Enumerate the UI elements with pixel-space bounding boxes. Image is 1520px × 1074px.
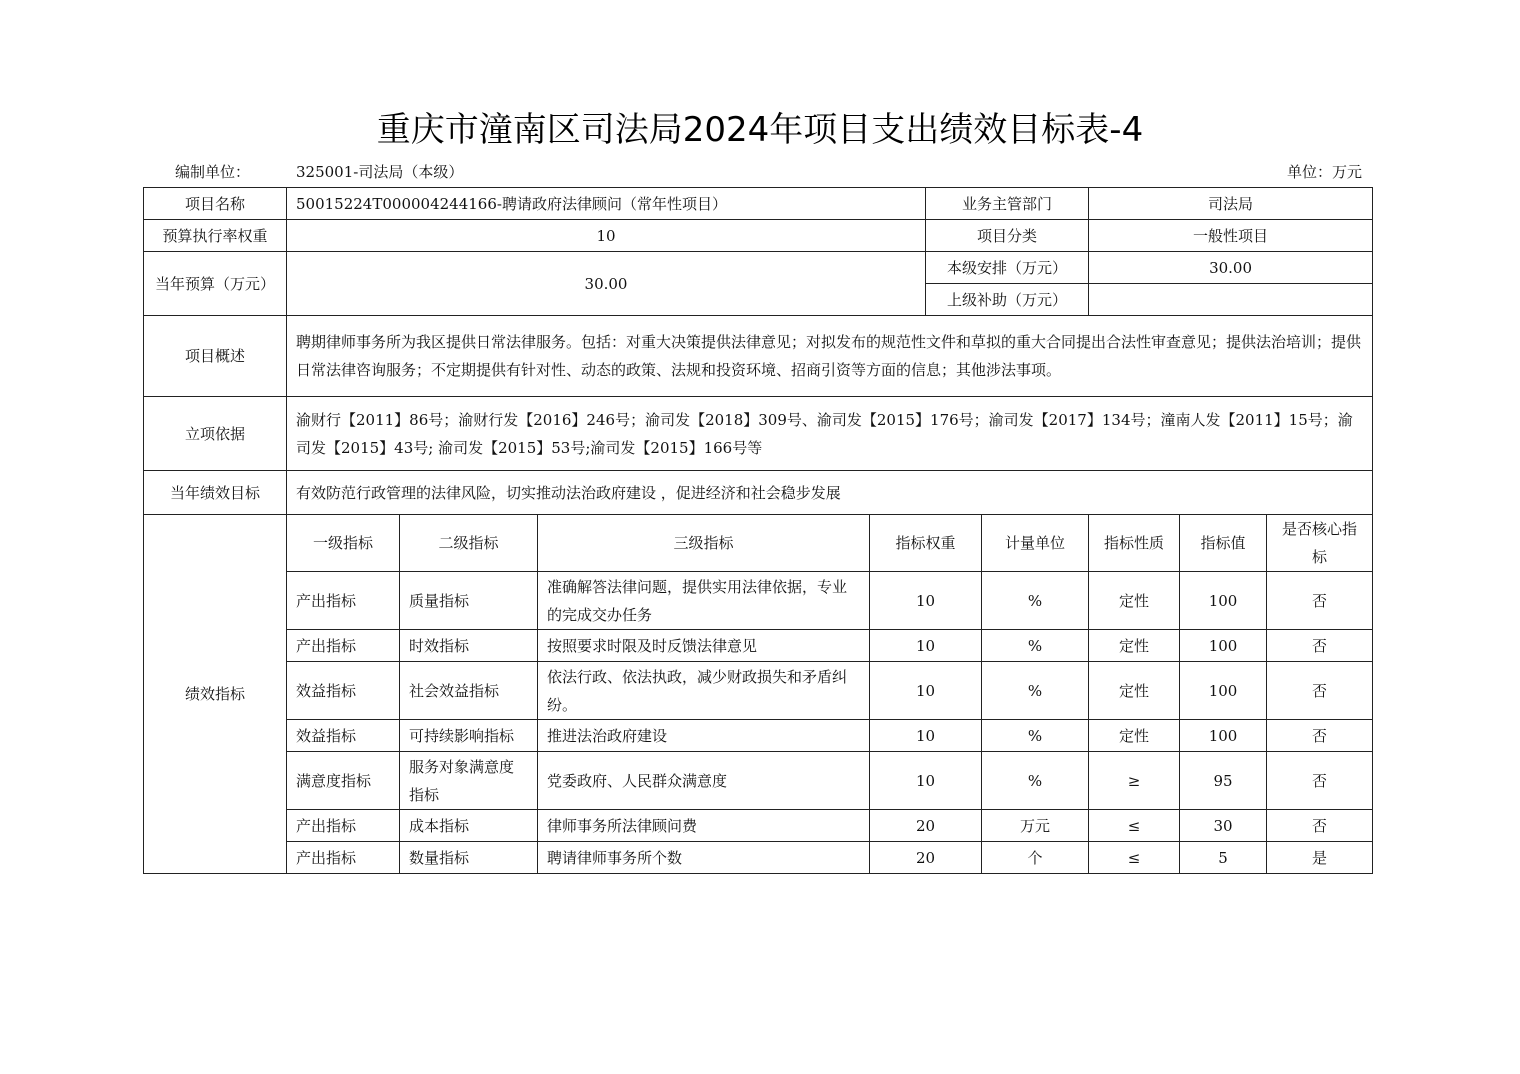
dept-label: 业务主管部门 bbox=[926, 188, 1089, 220]
summary-label: 项目概述 bbox=[144, 316, 287, 397]
level3-cell: 按照要求时限及时反馈法律意见 bbox=[538, 630, 870, 662]
level1-cell: 产出指标 bbox=[287, 842, 400, 874]
core-cell: 否 bbox=[1267, 720, 1373, 752]
nature-cell: ≥ bbox=[1089, 752, 1180, 810]
project-name-value: 50015224T000004244166-聘请政府法律顾问（常年性项目） bbox=[287, 188, 926, 220]
indicators-section-label: 绩效指标 bbox=[144, 515, 287, 874]
header-unit: 计量单位 bbox=[982, 515, 1089, 572]
upper-subsidy-value bbox=[1089, 284, 1373, 316]
unit-cell: % bbox=[982, 720, 1089, 752]
header-level3: 三级指标 bbox=[538, 515, 870, 572]
weight-cell: 10 bbox=[870, 572, 982, 630]
table-row bbox=[144, 752, 1373, 810]
level3-cell: 推进法治政府建设 bbox=[538, 720, 870, 752]
page-title: 重庆市潼南区司法局2024年项目支出绩效目标表-4 bbox=[376, 110, 1144, 150]
compiling-unit-value: 325001-司法局（本级） bbox=[296, 163, 464, 181]
value-cell: 100 bbox=[1180, 630, 1267, 662]
header-weight: 指标权重 bbox=[870, 515, 982, 572]
unit-cell: % bbox=[982, 752, 1089, 810]
level1-cell: 产出指标 bbox=[287, 630, 400, 662]
core-cell: 否 bbox=[1267, 572, 1373, 630]
unit-cell: % bbox=[982, 630, 1089, 662]
level3-cell: 聘请律师事务所个数 bbox=[538, 842, 870, 874]
level1-cell: 效益指标 bbox=[287, 720, 400, 752]
nature-cell: 定性 bbox=[1089, 630, 1180, 662]
level2-cell: 数量指标 bbox=[400, 842, 538, 874]
nature-cell: 定性 bbox=[1089, 662, 1180, 720]
compiling-unit-label: 编制单位： bbox=[175, 163, 251, 181]
upper-subsidy-label: 上级补助（万元） bbox=[926, 284, 1089, 316]
currency-unit: 单位：万元 bbox=[1286, 163, 1362, 181]
table-row bbox=[144, 842, 1373, 874]
weight-cell: 10 bbox=[870, 630, 982, 662]
local-budget-label: 本级安排（万元） bbox=[926, 252, 1089, 284]
level2-cell: 服务对象满意度指标 bbox=[400, 752, 538, 810]
summary-value: 聘期律师事务所为我区提供日常法律服务。包括：对重大决策提供法律意见；对拟发布的规范性文件和草拟的重大合同提出合法性审查意见；提供法治培训；提供日常法律咨询服务；不定期提供有针对性、动态的政策、法规和投资环境、招商引资等方面的信息；其他涉法事项。 bbox=[287, 316, 1373, 397]
weight-cell: 10 bbox=[870, 720, 982, 752]
weight-cell: 20 bbox=[870, 842, 982, 874]
weight-cell: 20 bbox=[870, 810, 982, 842]
core-cell: 否 bbox=[1267, 662, 1373, 720]
project-name-label: 项目名称 bbox=[144, 188, 287, 220]
unit-cell: 个 bbox=[982, 842, 1089, 874]
core-cell: 是 bbox=[1267, 842, 1373, 874]
unit-cell: % bbox=[982, 572, 1089, 630]
category-label: 项目分类 bbox=[926, 220, 1089, 252]
basis-value: 渝财行【2011】86号；渝财行发【2016】246号；渝司发【2018】309号、渝司发【2015】176号；渝司发【2017】134号；潼南人发【2011】15号；渝司发【2015】43号; 渝司发【2015】53号;渝司发【2015】166号等 bbox=[287, 397, 1373, 471]
table-row bbox=[144, 572, 1373, 630]
level1-cell: 效益指标 bbox=[287, 662, 400, 720]
unit-cell: % bbox=[982, 662, 1089, 720]
header-level2: 二级指标 bbox=[400, 515, 538, 572]
nature-cell: ≤ bbox=[1089, 810, 1180, 842]
header-level1: 一级指标 bbox=[287, 515, 400, 572]
core-cell: 否 bbox=[1267, 810, 1373, 842]
goal-value: 有效防范行政管理的法律风险，切实推动法治政府建设 ，促进经济和社会稳步发展 bbox=[287, 471, 1373, 515]
goal-label: 当年绩效目标 bbox=[144, 471, 287, 515]
value-cell: 30 bbox=[1180, 810, 1267, 842]
header-core: 是否核心指标 bbox=[1267, 515, 1373, 572]
header-nature: 指标性质 bbox=[1089, 515, 1180, 572]
nature-cell: 定性 bbox=[1089, 720, 1180, 752]
core-cell: 否 bbox=[1267, 630, 1373, 662]
level3-cell: 准确解答法律问题，提供实用法律依据，专业的完成交办任务 bbox=[538, 572, 870, 630]
basis-label: 立项依据 bbox=[144, 397, 287, 471]
table-row bbox=[144, 662, 1373, 720]
level2-cell: 时效指标 bbox=[400, 630, 538, 662]
unit-cell: 万元 bbox=[982, 810, 1089, 842]
budget-label: 当年预算（万元） bbox=[144, 252, 287, 316]
local-budget-value: 30.00 bbox=[1089, 252, 1373, 284]
value-cell: 100 bbox=[1180, 572, 1267, 630]
table-row bbox=[144, 810, 1373, 842]
header-value: 指标值 bbox=[1180, 515, 1267, 572]
value-cell: 95 bbox=[1180, 752, 1267, 810]
level1-cell: 产出指标 bbox=[287, 572, 400, 630]
level2-cell: 质量指标 bbox=[400, 572, 538, 630]
performance-target-table bbox=[143, 187, 1373, 874]
table-row bbox=[144, 720, 1373, 752]
table-row bbox=[144, 630, 1373, 662]
level2-cell: 成本指标 bbox=[400, 810, 538, 842]
core-cell: 否 bbox=[1267, 752, 1373, 810]
value-cell: 100 bbox=[1180, 662, 1267, 720]
rate-value: 10 bbox=[287, 220, 926, 252]
rate-label: 预算执行率权重 bbox=[144, 220, 287, 252]
weight-cell: 10 bbox=[870, 662, 982, 720]
budget-value: 30.00 bbox=[287, 252, 926, 316]
nature-cell: 定性 bbox=[1089, 572, 1180, 630]
level3-cell: 律师事务所法律顾问费 bbox=[538, 810, 870, 842]
value-cell: 100 bbox=[1180, 720, 1267, 752]
level3-cell: 依法行政、依法执政，减少财政损失和矛盾纠纷。 bbox=[538, 662, 870, 720]
weight-cell: 10 bbox=[870, 752, 982, 810]
level1-cell: 产出指标 bbox=[287, 810, 400, 842]
category-value: 一般性项目 bbox=[1089, 220, 1373, 252]
nature-cell: ≤ bbox=[1089, 842, 1180, 874]
level3-cell: 党委政府、人民群众满意度 bbox=[538, 752, 870, 810]
value-cell: 5 bbox=[1180, 842, 1267, 874]
level1-cell: 满意度指标 bbox=[287, 752, 400, 810]
level2-cell: 社会效益指标 bbox=[400, 662, 538, 720]
level2-cell: 可持续影响指标 bbox=[400, 720, 538, 752]
dept-value: 司法局 bbox=[1089, 188, 1373, 220]
